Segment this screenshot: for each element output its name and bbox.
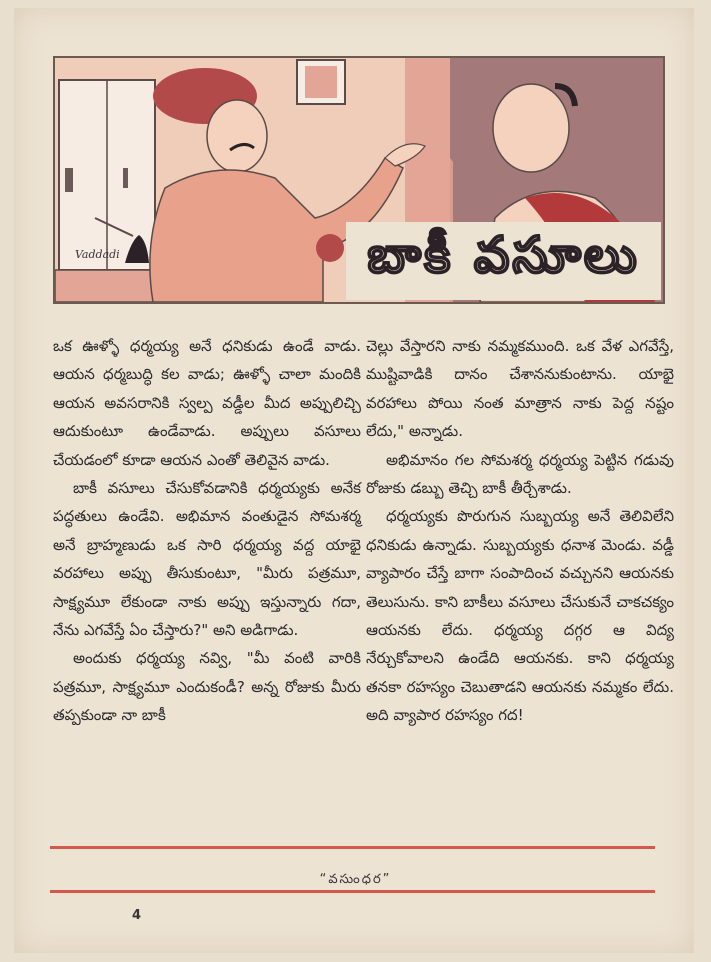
paragraph: ధర్మయ్యకు పొరుగున సుబ్బయ్య అనే తెలివిలేని ధనికుడు ఉన్నాడు. సుబ్బయ్యకు ధనాశ మెండు. వడ్డీ వ్యాపారం చేస్తే బాగా సంపాదించ వచ్చునని ఆయనకు తెలుసును. కాని బాకీలు వసూలు చేసుకునే చాకచక్యం ఆయనకు లేదు. ధర్మయ్య దగ్గర ఆ విద్య నేర్చుకోవాలని ఉండేది ఆయనకు. కాని ధర్మయ్య తనకా రహస్యం చెబుతాడని ఆయనకు నమ్మకం లేదు. అది వ్యాపార రహస్యం గద! [366, 507, 674, 725]
top-rule [50, 846, 655, 849]
magazine-name: “వసుంధర” [319, 872, 392, 887]
story-title: బాకీ వసూలు [367, 225, 640, 284]
svg-text:Vaddadi: Vaddadi [75, 248, 120, 261]
paragraph: అందుకు ధర్మయ్య నవ్వి, "మీ వంటి వారికి పత్రమూ, సాక్ష్యమూ ఎందుకండీ? అన్న రోజుకు మీరు తప్పకుండా నా బాకీ [53, 649, 361, 725]
paragraph: బాకీ వసూలు చేసుకోవడానికి ధర్మయ్యకు అనేక పద్ధతులు ఉండేవి. అభిమాన వంతుడైన సోమశర్మ అనే బ్రాహ్మణుడు ఒక సారి ధర్మయ్య వద్ద యాభై వరహాలు అప్పు తీసుకుంటూ, "మీరు పత్రమూ, సాక్ష్యమూ లేకుండా నాకు అప్పు ఇస్తున్నారు గదా, నేను ఎగవేస్తే ఏం చేస్తారు?" అని అడిగాడు. [53, 479, 361, 640]
page-number: 4 [132, 908, 142, 923]
paragraph: చెల్లు వేస్తారని నాకు నమ్మకముంది. ఒక వేళ ఎగవేస్తే, ముష్టివాడికి దానం చేశాననుకుంటాను. యాభై వరహాలు పోయి నంత మాత్రాన నాకు పెద్ద నష్టం లేదు," అన్నాడు. [366, 337, 674, 441]
paragraph: అభిమానం గల సోమశర్మ ధర్మయ్య పెట్టిన గడువు రోజుకు డబ్బు తెచ్చి బాకీ తీర్చేశాడు. [366, 450, 674, 498]
paragraph: ఒక ఊళ్ళో ధర్మయ్య అనే ధనికుడు ఉండే వాడు. ఆయన ధర్మబుద్ధి కల వాడు; ఊళ్ళో చాలా మందికి ఆయన అవసరానికి స్వల్ప వడ్డీల మీద అప్పులిచ్చి ఆదుకుంటూ ఉండేవాడు. అప్పులు వసూలు చేయడంలో కూడా ఆయన ఎంతో తెలివైన వాడు. [53, 337, 361, 469]
bottom-rule [50, 890, 655, 893]
right-column [366, 332, 674, 730]
title-panel [346, 222, 661, 300]
left-column [53, 332, 361, 730]
